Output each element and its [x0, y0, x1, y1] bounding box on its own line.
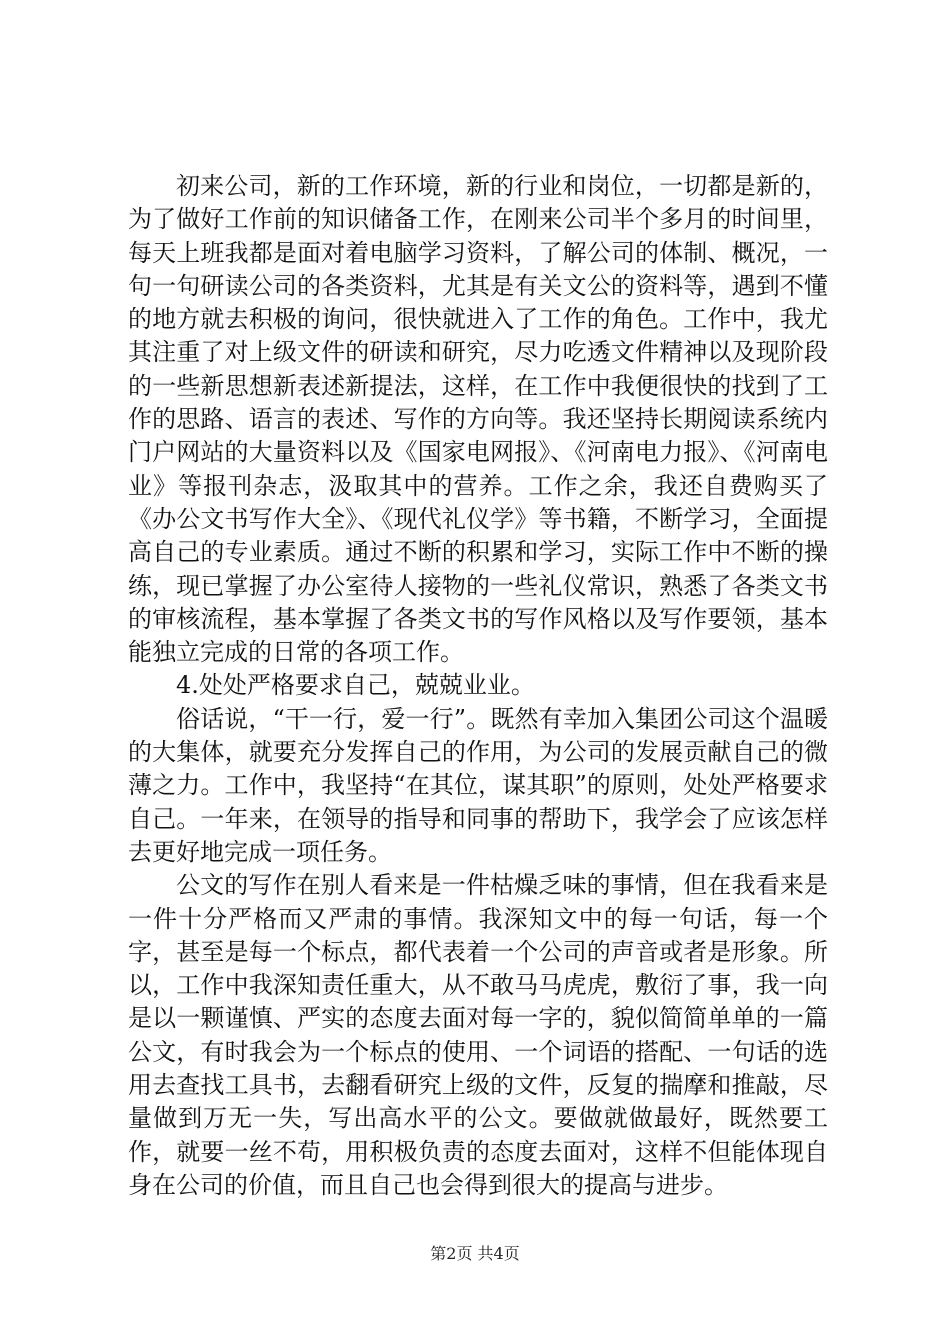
paragraph-proverb: 俗话说，“干一行，爱一行”。既然有幸加入集团公司这个温暖的大集体，就要充分发挥自己的作用，为公司的发展贡献自己的微薄之力。工作中，我坚持“在其位，谋其职”的原则，处处严格要求自己。一年来，在领导的指导和同事的帮助下，我学会了应该怎样去更好地完成一项任务。	[128, 704, 828, 866]
section-heading-strict-requirements: 4.处处严格要求自己，兢兢业业。	[176, 671, 535, 700]
page-number-footer: 第2页 共4页	[430, 1244, 520, 1263]
paragraph-official-writing: 公文的写作在别人看来是一件枯燥乏味的事情，但在我看来是一件十分严格而又严肃的事情。我深知文中的每一句话，每一个字，甚至是每一个标点，都代表着一个公司的声音或者是形象。所以，工作中我深知责任重大，从不敢马马虎虎，敷衍了事，我一向是以一颗谨慎、严实的态度去面对每一字的，貌似简简单单的一篇公文，有时我会为一个标点的使用、一个词语的搭配、一句话的选用去查找工具书，去翻看研究上级的文件，反复的揣摩和推敲，尽量做到万无一失，写出高水平的公文。要做就做最好，既然要工作，就要一丝不苟，用积极负责的态度去面对，这样不但能体现自身在公司的价值，而且自己也会得到很大的提高与进步。	[128, 871, 828, 1199]
paragraph-learning: 初来公司，新的工作环境，新的行业和岗位，一切都是新的，为了做好工作前的知识储备工作，在刚来公司半个多月的时间里，每天上班我都是面对着电脑学习资料，了解公司的体制、概况，一句一句研读公司的各类资料，尤其是有关文公的资料等，遇到不懂的地方就去积极的询问，很快就进入了工作的角色。工作中，我尤其注重了对上级文件的研读和研究，尽力吃透文件精神以及现阶段的一些新思想新表述新提法，这样，在工作中我便很快的找到了工作的思路、语言的表述、写作的方向等。我还坚持长期阅读系统内门户网站的大量资料以及《国家电网报》、《河南电力报》、《河南电业》等报刊杂志，汲取其中的营养。工作之余，我还自费购买了《办公文书写作大全》、《现代礼仪学》等书籍，不断学习，全面提高自己的专业素质。通过不断的积累和学习，实际工作中不断的操练，现已掌握了办公室待人接物的一些礼仪常识，熟悉了各类文书的审核流程，基本掌握了各类文书的写作风格以及写作要领，基本能独立完成的日常的各项工作。	[128, 172, 828, 667]
document-body	[128, 170, 828, 1202]
